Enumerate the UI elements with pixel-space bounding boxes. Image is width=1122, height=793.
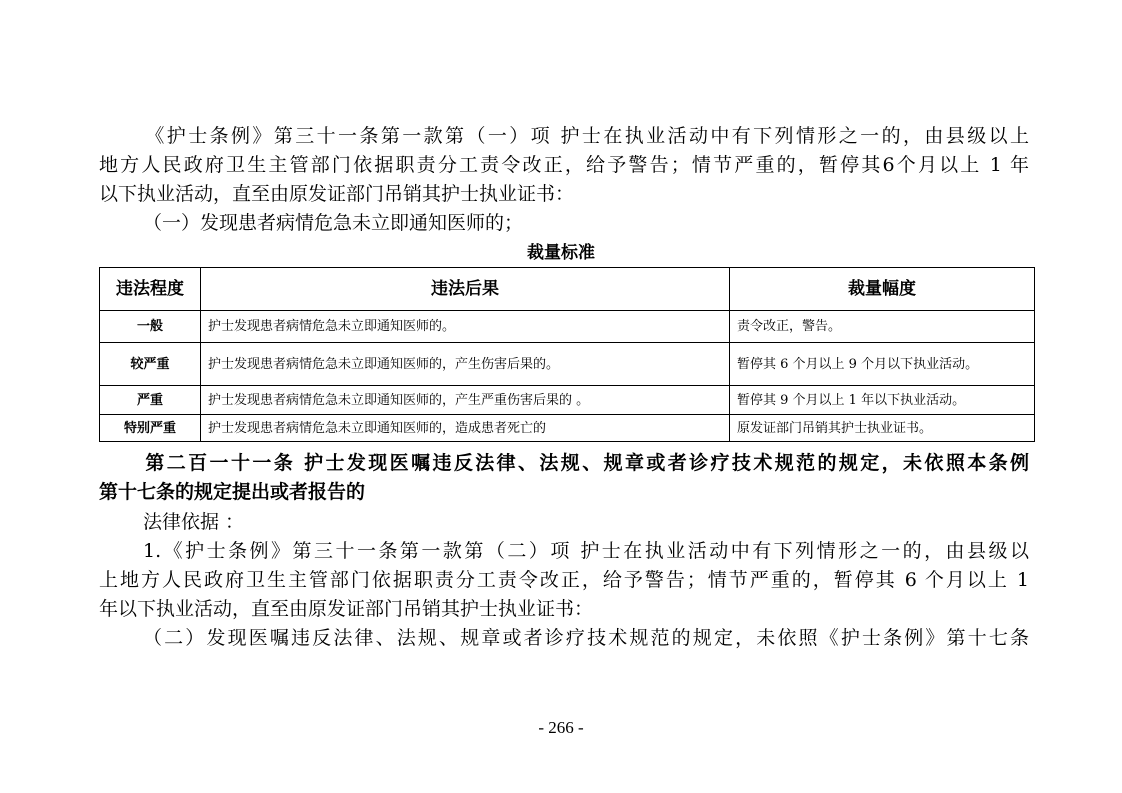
table-row [100, 343, 1035, 386]
intro-line-2: 地方人民政府卫生主管部门依据职责分工责令改正，给予警告；情节严重的，暂停其6个月以上 1 年 [99, 154, 1029, 176]
intro-item-1: （一）发现患者病情危急未立即通知医师的； [143, 212, 524, 234]
header-violation-consequence: 违法后果 [201, 268, 730, 311]
row-consequence: 护士发现患者病情危急未立即通知医师的，产生严重伤害后果的 。 [201, 386, 730, 415]
intro-line-1-text: 《护士条例》第三十一条第一款第（一）项 护士在执业活动中有下列情形之一的，由县级以上 [143, 125, 1029, 147]
table-header-row [100, 268, 1035, 311]
article-heading-line-1-text: 第二百一十一条 护士发现医嘱违反法律、法规、规章或者诊疗技术规范的规定，未依照本条例 [143, 452, 1029, 474]
header-penalty-range: 裁量幅度 [730, 268, 1035, 311]
basis-line-2: 上地方人民政府卫生主管部门依据职责分工责令改正，给予警告；情节严重的，暂停其 6 个月以上 1 [99, 569, 1029, 591]
row-level: 特别严重 [100, 415, 201, 442]
basis-item-2: （二）发现医嘱违反法律、法规、规章或者诊疗技术规范的规定，未依照《护士条例》第十七条 [143, 627, 1029, 649]
table-row [100, 415, 1035, 442]
basis-line-3: 年以下执业活动，直至由原发证部门吊销其护士执业证书： [99, 598, 594, 620]
row-penalty: 暂停其 9 个月以上 1 年以下执业活动。 [730, 386, 1035, 415]
row-penalty: 暂停其 6 个月以上 9 个月以下执业活动。 [730, 343, 1035, 386]
basis-line-1 [99, 537, 1029, 566]
row-consequence: 护士发现患者病情危急未立即通知医师的，产生伤害后果的。 [201, 343, 730, 386]
row-level: 较严重 [100, 343, 201, 386]
penalty-standard-table [99, 267, 1035, 442]
table-row [100, 311, 1035, 343]
row-penalty: 责令改正，警告。 [730, 311, 1035, 343]
table-caption: 裁量标准 [527, 243, 595, 263]
intro-line-3: 以下执业活动，直至由原发证部门吊销其护士执业证书： [99, 183, 575, 205]
page-number: - 266 - [538, 718, 584, 737]
intro-line-1 [99, 122, 1029, 151]
row-level: 一般 [100, 311, 201, 343]
basis-line-1-text: 1.《护士条例》第三十一条第一款第（二）项 护士在执业活动中有下列情形之一的，由县级以 [143, 540, 1029, 562]
row-penalty: 原发证部门吊销其护士执业证书。 [730, 415, 1035, 442]
header-violation-level: 违法程度 [100, 268, 201, 311]
legal-basis-label: 法律依据 ： [143, 511, 245, 533]
row-consequence: 护士发现患者病情危急未立即通知医师的，造成患者死亡的 [201, 415, 730, 442]
table-row [100, 386, 1035, 415]
row-level: 严重 [100, 386, 201, 415]
article-heading-line-2: 第十七条的规定提出或者报告的 [99, 481, 366, 503]
row-consequence: 护士发现患者病情危急未立即通知医师的。 [201, 311, 730, 343]
article-heading-line-1 [99, 449, 1029, 478]
